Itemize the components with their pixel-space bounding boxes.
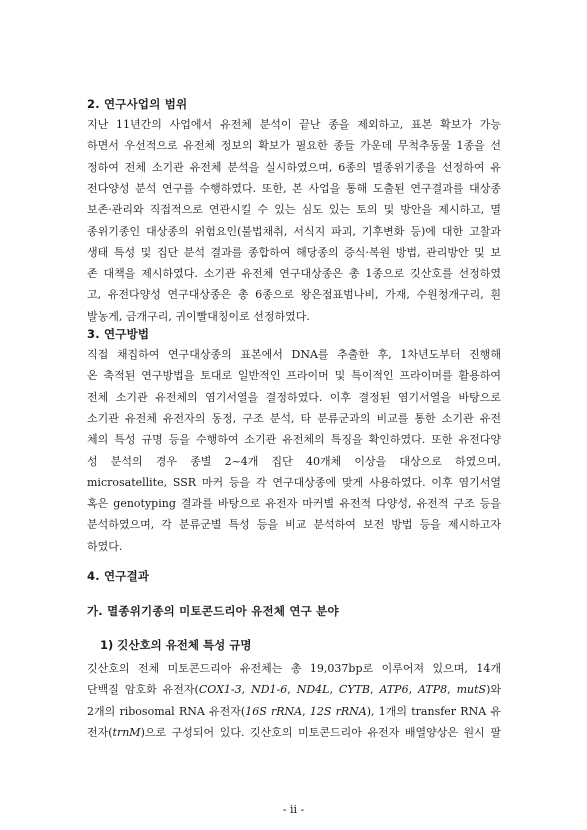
- section-heading: 3. 연구방법: [87, 327, 150, 341]
- text-line: 발농게, 금개구리, 귀이빨대칭이로 선정하였다.: [87, 309, 310, 323]
- text-line: 성 분석의 경우 종별 2~4개 집단 40개체 이상을 대상으로 하였으며,: [87, 454, 501, 468]
- text-line: 보존·관리와 직접적으로 연관시킬 수 있는 심도 있는 토의 및 방안을 제시하고, 멸: [87, 203, 501, 217]
- text-line: 정하여 전체 소기관 유전체 분석을 실시하였으며, 6종의 멸종위기종을 선정하여 유: [87, 160, 501, 174]
- text-line: 전체 소기관 유전체의 염기서열을 결정하였다. 이후 결정된 염기서열을 바탕으로: [87, 390, 501, 404]
- text-line: 단백질 암호화 유전자(COX1-3, ND1-6, ND4L, CYTB, ATP6, ATP8, mutS)와: [87, 683, 501, 697]
- text-line: 생태 특성 및 집단 분석 결과를 종합하여 해당종의 증식·복원 방법, 관리방안 및 보: [87, 245, 501, 259]
- text-line: microsatellite, SSR 마커 등을 각 연구대상종에 맞게 사용하였다. 이후 염기서열: [87, 475, 501, 489]
- text-line: 전다양성 분석 연구를 수행하였다. 또한, 본 사업을 통해 도출된 연구결과를 대상종: [87, 181, 501, 195]
- text-line: 하였다.: [87, 539, 123, 553]
- text-line: 분석하였으며, 각 분류군별 특성 등을 비교 분석하여 보전 방법 등을 제시하고자: [87, 518, 501, 532]
- section-heading: 2. 연구사업의 범위: [87, 97, 188, 111]
- text-line: 체의 특성 규명 등을 수행하여 소기관 유전체의 특징을 확인하였다. 또한 유전다양: [87, 433, 501, 447]
- text-line: 소기관 유전체 유전자의 동정, 구조 분석, 타 분류군과의 비교를 통한 소기관 유전: [87, 411, 501, 425]
- text-line: 종위기종인 대상종의 위험요인(불법채취, 서식지 파괴, 기후변화 등)에 대한 고찰과: [87, 224, 501, 238]
- text-line: 2개의 ribosomal RNA 유전자(16S rRNA, 12S rRNA), 1개의 transfer RNA 유: [87, 704, 501, 718]
- text-line: 전자(trnM)으로 구성되어 있다. 깃산호의 미토콘드리아 유전자 배열양상은 원시 팔: [87, 725, 501, 739]
- text-line: 직접 채집하여 연구대상종의 표본에서 DNA를 추출한 후, 1차년도부터 진행해: [87, 348, 501, 361]
- text-line: 하면서 우선적으로 유전체 정보의 확보가 필요한 종들 가운데 무척추동물 1종을 선: [87, 139, 501, 153]
- section-heading: 4. 연구결과: [87, 569, 150, 583]
- text-line: 고, 유전다양성 연구대상종은 총 6종으로 왕은점표범나비, 가재, 수원청개구리, 흰: [87, 288, 501, 302]
- item-heading: 1) 깃산호의 유전체 특성 규명: [100, 638, 252, 652]
- text-line: 지난 11년간의 사업에서 유전체 분석이 끝난 종을 제외하고, 표본 확보가 가능: [87, 118, 501, 131]
- text-line: 깃산호의 전체 미토콘드리아 유전체는 총 19,037bp로 이루어져 있으며, 14개: [87, 662, 501, 675]
- page-number: - ii -: [282, 803, 305, 816]
- text-line: 혹은 genotyping 결과를 바탕으로 유전자 마커별 유전적 다양성, 유전적 구조 등을: [87, 497, 501, 511]
- text-line: 존 대책을 제시하였다. 소기관 유전체 연구대상종은 총 1종으로 깃산호를 선정하였: [87, 267, 501, 281]
- text-line: 온 축적된 연구방법을 토대로 일반적인 프라이머 및 특이적인 프라이머를 활용하여: [87, 369, 501, 383]
- subsection-heading: 가. 멸종위기종의 미토콘드리아 유전체 연구 분야: [87, 604, 339, 618]
